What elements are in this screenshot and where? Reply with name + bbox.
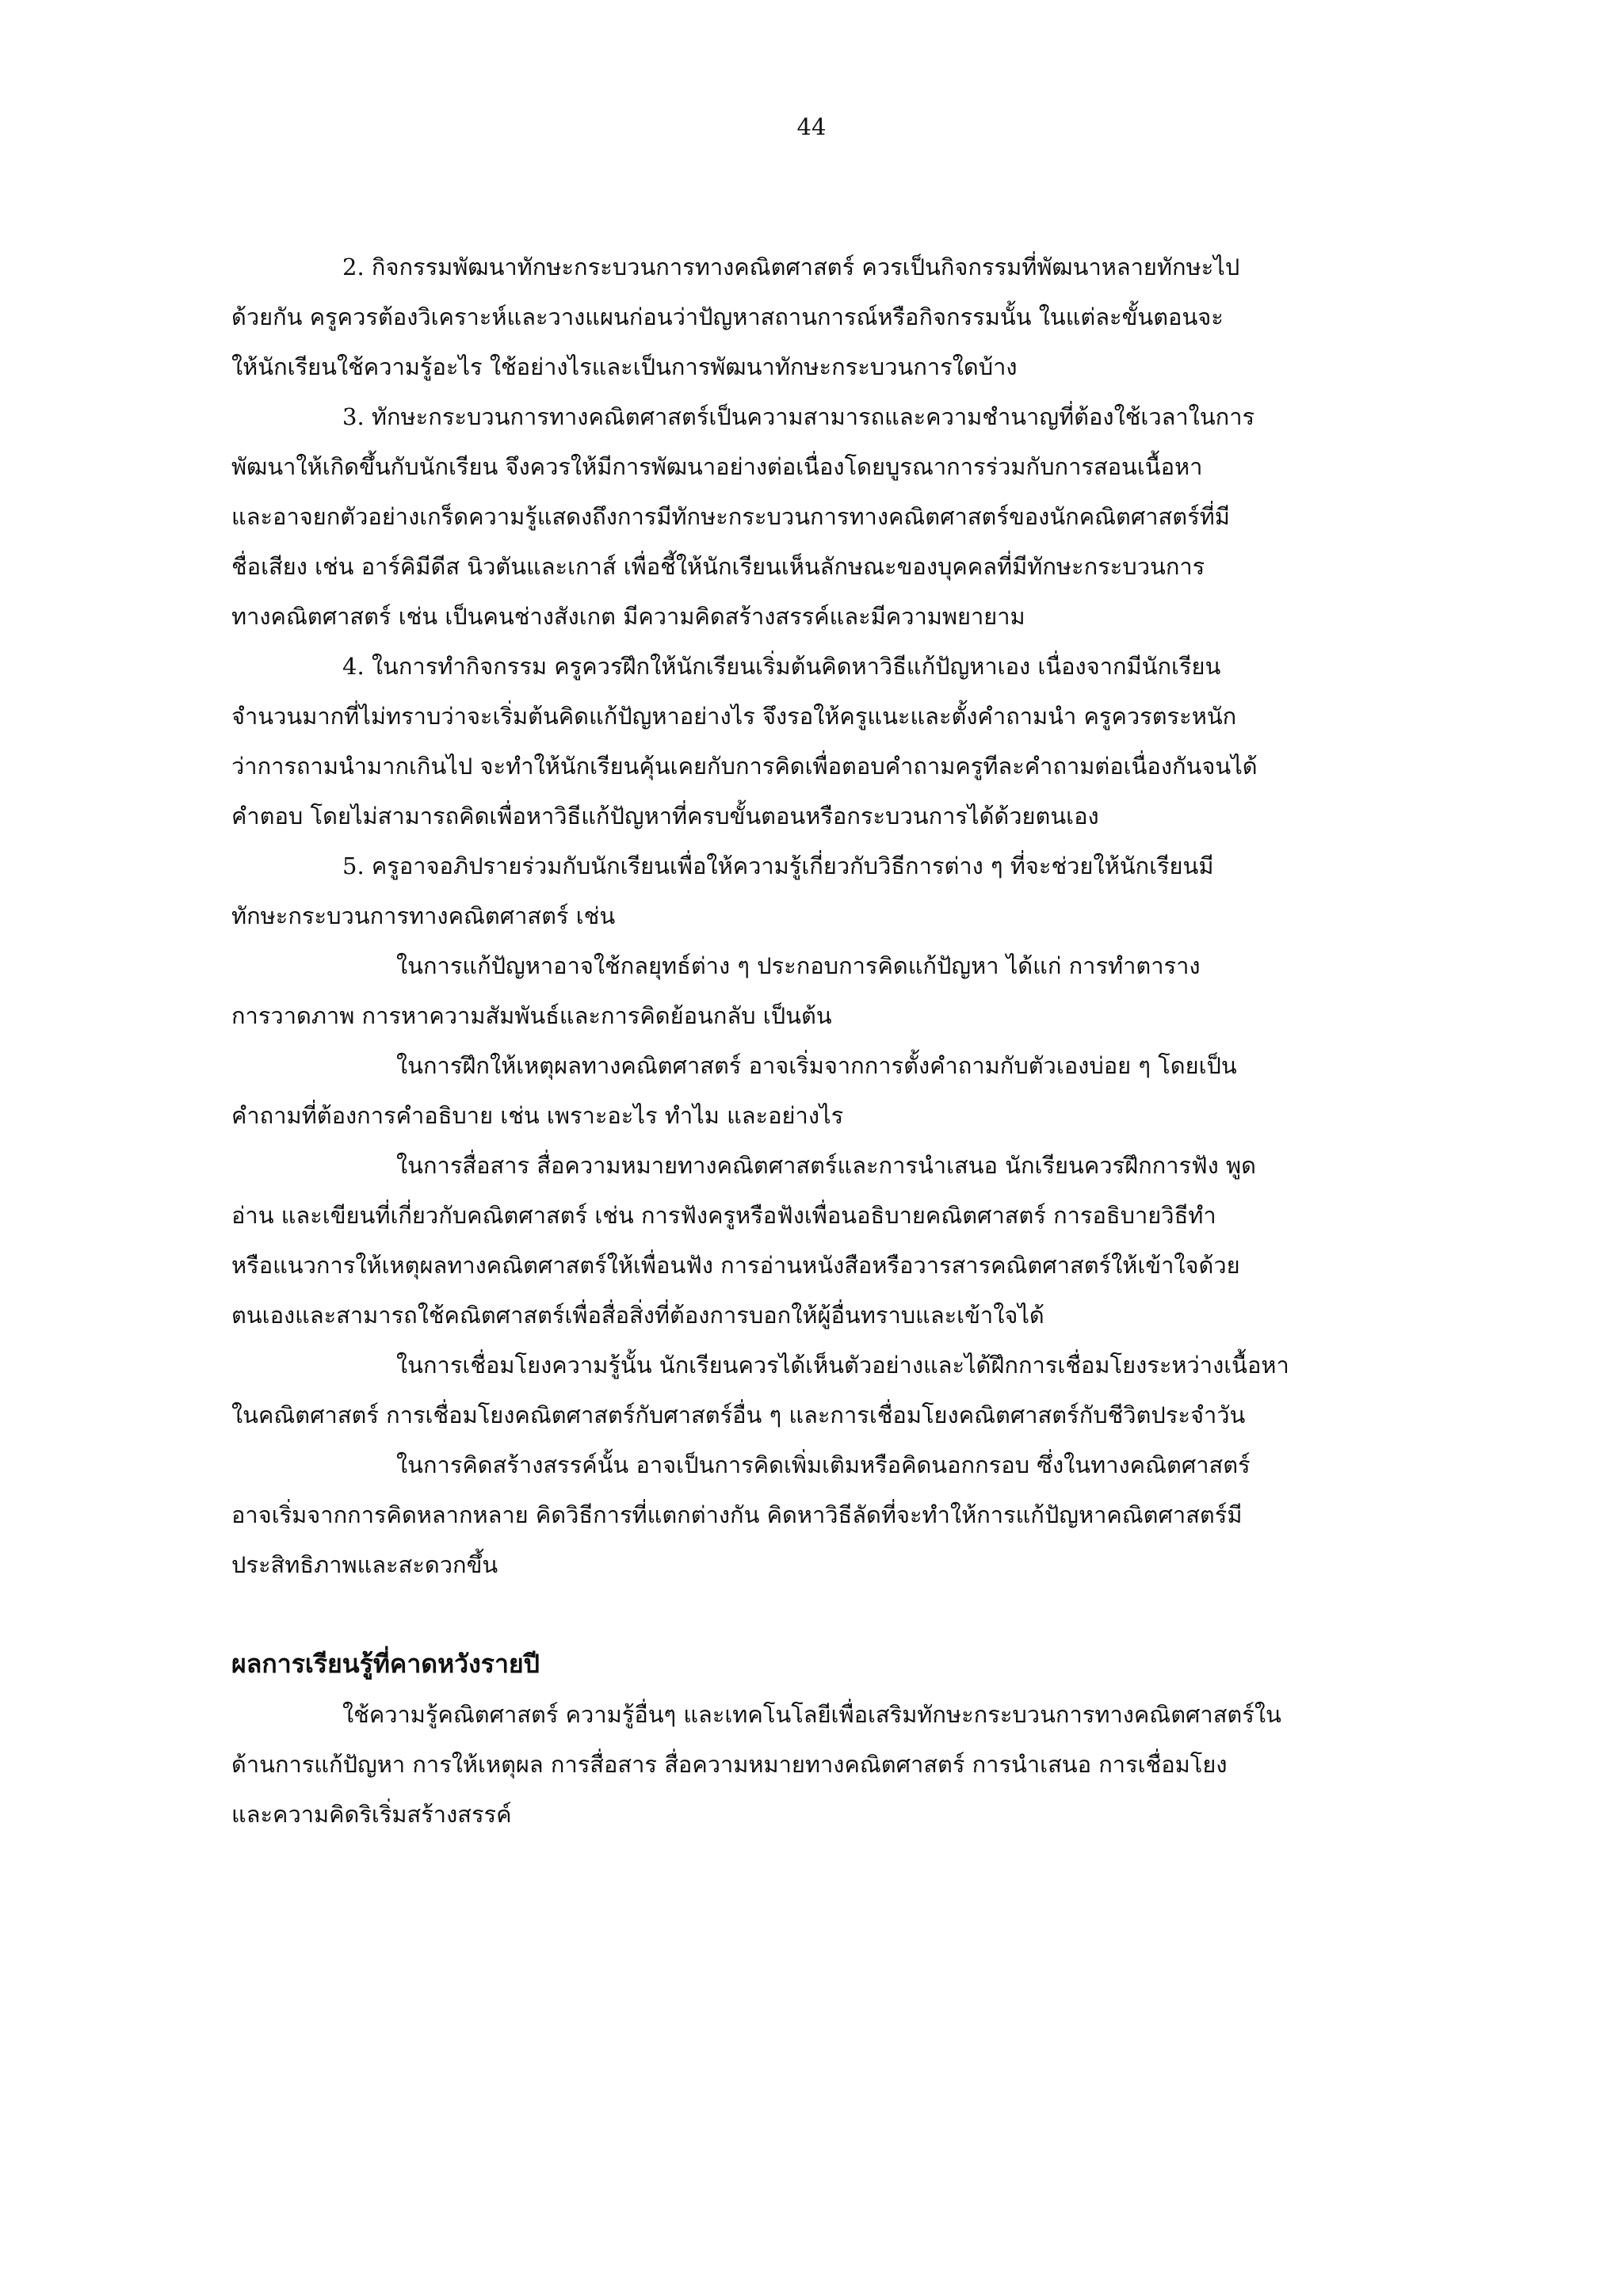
text-line: ด้านการแก้ปัญหา การให้เหตุผล การสื่อสาร สื่อความหมายทางคณิตศาสตร์ การนำเสนอ การเชื่อมโยง [231, 1751, 1228, 1778]
paragraph-item-4-continued [231, 692, 1460, 841]
paragraph-reasoning-continued [231, 1091, 1460, 1141]
page-content [231, 242, 1460, 1840]
paragraph-item-2-continued [231, 292, 1460, 392]
text-line: 2. กิจกรรมพัฒนาทักษะกระบวนการทางคณิตศาสตร์ ควรเป็นกิจกรรมที่พัฒนาหลายทักษะไป [342, 254, 1240, 280]
paragraph-reasoning [231, 1041, 1460, 1091]
text-line: พัฒนาให้เกิดขึ้นกับนักเรียน จึงควรให้มีการพัฒนาอย่างต่อเนื่องโดยบูรณาการร่วมกับการสอนเนื้อหา [231, 453, 1203, 480]
paragraph-communication-continued [231, 1191, 1460, 1341]
text-line: ใช้ความรู้คณิตศาสตร์ ความรู้อื่นๆ และเทคโนโลยีเพื่อเสริมทักษะกระบวนการทางคณิตศาสตร์ใน [342, 1701, 1281, 1728]
section-spacer [231, 1590, 1460, 1638]
text-line: ในการเชื่อมโยงความรู้นั้น นักเรียนควรได้เห็นตัวอย่างและได้ฝึกการเชื่อมโยงระหว่างเนื้อหา [396, 1352, 1289, 1379]
text-line: 5. ครูอาจอภิปรายร่วมกับนักเรียนเพื่อให้ความรู้เกี่ยวกับวิธีการต่าง ๆ ที่จะช่วยให้นักเรียนมี [342, 852, 1214, 879]
final-paragraph [231, 1690, 1460, 1740]
text-line: และความคิดริเริ่มสร้างสรรค์ [231, 1801, 512, 1828]
page-number: 44 [796, 113, 827, 140]
paragraph-problem-solving-continued [231, 991, 1460, 1041]
text-line: ในการฝึกให้เหตุผลทางคณิตศาสตร์ อาจเริ่มจากการตั้งคำถามกับตัวเองบ่อย ๆ โดยเป็น [396, 1052, 1237, 1079]
text-line: ให้นักเรียนใช้ความรู้อะไร ใช้อย่างไรและเป็นการพัฒนาทักษะกระบวนการใดบ้าง [231, 353, 1018, 380]
paragraph-item-5 [231, 841, 1460, 891]
text-line: 3. ทักษะกระบวนการทางคณิตศาสตร์เป็นความสามารถและความชำนาญที่ต้องใช้เวลาในการ [342, 403, 1255, 430]
text-line: ทักษะกระบวนการทางคณิตศาสตร์ เช่น [231, 902, 616, 929]
text-line: ประสิทธิภาพและสะดวกขึ้น [231, 1551, 498, 1578]
paragraph-connection-continued [231, 1390, 1460, 1440]
text-line: และอาจยกตัวอย่างเกร็ดความรู้แสดงถึงการมีทักษะกระบวนการทางคณิตศาสตร์ของนักคณิตศาสตร์ที่มี [231, 503, 1230, 530]
text-line: อ่าน และเขียนที่เกี่ยวกับคณิตศาสตร์ เช่น การฟังครูหรือฟังเพื่อนอธิบายคณิตศาสตร์ การอธิบายวิธีทำ [231, 1202, 1216, 1229]
text-line: ในการสื่อสาร สื่อความหมายทางคณิตศาสตร์และการนำเสนอ นักเรียนควรฝึกการฟัง พูด [396, 1152, 1256, 1179]
paragraph-creativity-continued [231, 1490, 1460, 1590]
text-line: อาจเริ่มจากการคิดหลากหลาย คิดวิธีการที่แตกต่างกัน คิดหาวิธีลัดที่จะทำให้การแก้ปัญหาคณิตศาสตร์มี [231, 1501, 1243, 1528]
text-line: การวาดภาพ การหาความสัมพันธ์และการคิดย้อนกลับ เป็นต้น [231, 1002, 832, 1029]
text-line: ว่าการถามนำมากเกินไป จะทำให้นักเรียนคุ้นเคยกับการคิดเพื่อตอบคำถามครูทีละคำถามต่อเนื่องกันจนได้ [231, 753, 1258, 780]
text-line: ทางคณิตศาสตร์ เช่น เป็นคนช่างสังเกต มีความคิดสร้างสรรค์และมีความพยายาม [231, 603, 1025, 630]
text-line: 4. ในการทำกิจกรรม ครูควรฝึกให้นักเรียนเริ่มต้นคิดหาวิธีแก้ปัญหาเอง เนื่องจากมีนักเรียน [342, 653, 1221, 680]
section-heading: ผลการเรียนรู้ที่คาดหวังรายปี [231, 1649, 540, 1679]
text-line: จำนวนมากที่ไม่ทราบว่าจะเริ่มต้นคิดแก้ปัญหาอย่างไร จึงรอให้ครูแนะและตั้งคำถามนำ ครูควรตระหนัก [231, 703, 1237, 730]
paragraph-problem-solving [231, 941, 1460, 991]
text-line: ในการแก้ปัญหาอาจใช้กลยุทธ์ต่าง ๆ ประกอบการคิดแก้ปัญหา ได้แก่ การทำตาราง [396, 952, 1201, 979]
final-paragraph-continued [231, 1740, 1460, 1840]
paragraph-creativity [231, 1440, 1460, 1490]
paragraph-item-3-continued [231, 442, 1460, 642]
paragraph-item-5-continued [231, 891, 1460, 941]
text-line: ในการคิดสร้างสรรค์นั้น อาจเป็นการคิดเพิ่มเติมหรือคิดนอกกรอบ ซึ่งในทางคณิตศาสตร์ [396, 1451, 1251, 1478]
text-line: คำตอบ โดยไม่สามารถคิดเพื่อหาวิธีแก้ปัญหาที่ครบขั้นตอนหรือกระบวนการได้ด้วยตนเอง [231, 803, 1099, 830]
paragraph-item-4 [231, 642, 1460, 692]
paragraph-item-3 [231, 392, 1460, 442]
paragraph-connection [231, 1341, 1460, 1390]
paragraph-communication [231, 1141, 1460, 1191]
text-line: ชื่อเสียง เช่น อาร์คิมีดีส นิวตันและเกาส์ เพื่อชี้ให้นักเรียนเห็นลักษณะของบุคคลที่มีทักษะกระบวนการ [231, 553, 1205, 580]
paragraph-item-2 [231, 242, 1460, 292]
text-line: ด้วยกัน ครูควรต้องวิเคราะห์และวางแผนก่อนว่าปัญหาสถานการณ์หรือกิจกรรมนั้น ในแต่ละขั้นตอนจะ [231, 303, 1224, 330]
text-line: หรือแนวการให้เหตุผลทางคณิตศาสตร์ให้เพื่อนฟัง การอ่านหนังสือหรือวารสารคณิตศาสตร์ให้เข้าใจด้วย [231, 1252, 1240, 1279]
text-line: ตนเองและสามารถใช้คณิตศาสตร์เพื่อสื่อสิ่งที่ต้องการบอกให้ผู้อื่นทราบและเข้าใจได้ [231, 1302, 1044, 1329]
text-line: ในคณิตศาสตร์ การเชื่อมโยงคณิตศาสตร์กับศาสตร์อื่น ๆ และการเชื่อมโยงคณิตศาสตร์กับชีวิตประจำวัน [231, 1402, 1246, 1428]
text-line: คำถามที่ต้องการคำอธิบาย เช่น เพราะอะไร ทำไม และอย่างไร [231, 1102, 844, 1129]
